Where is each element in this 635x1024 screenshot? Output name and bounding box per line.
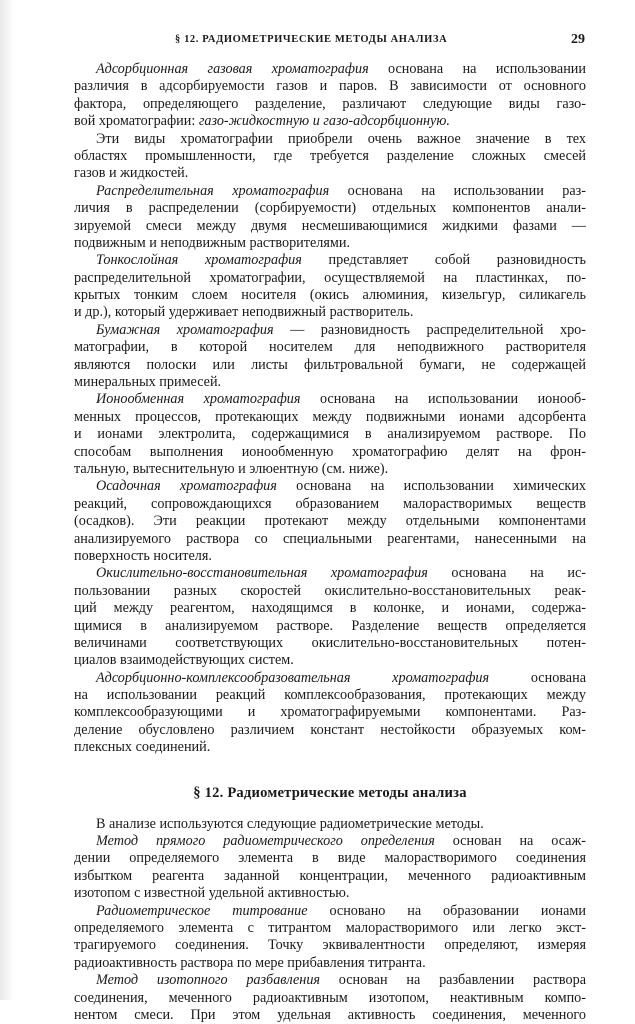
text-run: крытых тонким слоем носителя (окись алюминия, кизельгур, силикагель bbox=[74, 287, 586, 304]
text-run: соединения, меченного радиоактивным изотопом, неактивным компо- bbox=[74, 989, 586, 1006]
section_paragraphs-paragraph bbox=[74, 816, 586, 833]
text-run: и др.), который удерживает неподвижный растворитель. bbox=[74, 304, 414, 321]
text-line bbox=[74, 183, 586, 200]
text-line bbox=[74, 652, 586, 669]
page-spine-shadow bbox=[0, 0, 14, 1000]
text-run: личия в распределении (сорбируемости) отдельных компонентов анали- bbox=[74, 200, 586, 217]
text-run: изотопом с известной удельной активностью. bbox=[74, 885, 350, 902]
text-run: — разновидность распределительной хро- bbox=[273, 321, 586, 338]
text-run: вой хроматографии: bbox=[74, 113, 199, 130]
text-line bbox=[74, 61, 586, 78]
text-line bbox=[74, 478, 586, 495]
text-run: матографии, в которой носителем для неподвижного растворителя bbox=[74, 339, 586, 356]
paragraphs-paragraph bbox=[74, 183, 586, 253]
section_paragraphs-paragraph bbox=[74, 833, 586, 903]
text-line bbox=[74, 496, 586, 513]
italic-term: газо-жидкостную и газо-адсорбционную. bbox=[198, 113, 450, 130]
text-line bbox=[74, 322, 586, 339]
text-run: основана на использовании ионооб- bbox=[300, 391, 586, 408]
text-line bbox=[74, 990, 586, 1007]
paragraphs-paragraph bbox=[74, 670, 586, 757]
text-line bbox=[74, 165, 586, 182]
text-run: комплексообразующими и хроматографируемыми компонентами. Раз- bbox=[74, 704, 586, 721]
text-line bbox=[74, 833, 586, 850]
text-line bbox=[74, 148, 586, 165]
text-line bbox=[74, 885, 586, 902]
text-line bbox=[74, 513, 586, 530]
text-run: и ионами электролита, содержащимися в анализируемом растворе. По bbox=[74, 426, 586, 443]
text-run: минеральных примесей. bbox=[74, 374, 222, 391]
text-line bbox=[74, 850, 586, 867]
text-line bbox=[74, 426, 586, 443]
paragraphs-paragraph bbox=[74, 565, 586, 669]
text-run: зируемой смеси между двумя несмешивающимися жидкими фазами — bbox=[74, 217, 586, 234]
text-line bbox=[74, 722, 586, 739]
text-line bbox=[74, 444, 586, 461]
text-run: менных процессов, протекающих между подвижными ионами адсорбента bbox=[74, 408, 586, 425]
text-run: основан на разбавлении раствора bbox=[320, 972, 586, 989]
text-run: газов и жидкостей. bbox=[74, 165, 189, 182]
text-line bbox=[74, 583, 586, 600]
text-run: трагируемого соединения. Точку эквивалентности определяют, измеряя bbox=[74, 937, 586, 954]
section_paragraphs-paragraph bbox=[74, 972, 586, 1024]
text-run: Эти виды хроматографии приобрели очень важное значение в тех bbox=[96, 130, 586, 147]
text-run: нентом смеси. При этом удельная активность соединения, меченного bbox=[74, 1006, 586, 1023]
text-line bbox=[74, 304, 586, 321]
text-run: плексных соединений. bbox=[74, 739, 211, 756]
text-line bbox=[74, 78, 586, 95]
text-line bbox=[74, 113, 586, 130]
text-line bbox=[74, 374, 586, 391]
text-line bbox=[74, 531, 586, 548]
text-run: В анализе используются следующие радиометрические методы. bbox=[96, 815, 484, 832]
text-run: основана на ис- bbox=[427, 565, 586, 582]
text-line bbox=[74, 252, 586, 269]
text-run: основана на использовании bbox=[368, 61, 586, 77]
text-run: основано на образовании ионами bbox=[307, 902, 586, 919]
text-line bbox=[74, 565, 586, 582]
text-line bbox=[74, 357, 586, 374]
italic-term: Ионообменная хроматография bbox=[96, 391, 301, 408]
text-run: основан на осаж- bbox=[434, 833, 586, 850]
text-line bbox=[74, 868, 586, 885]
text-line bbox=[74, 600, 586, 617]
italic-term: Радиометрическое титрование bbox=[96, 902, 308, 919]
running-head: § 12. РАДИОМЕТРИЧЕСКИЕ МЕТОДЫ АНАЛИЗА bbox=[175, 34, 448, 45]
text-run: основана на использовании раз- bbox=[329, 182, 586, 199]
paragraphs-paragraph bbox=[74, 252, 586, 322]
italic-term: Бумажная хроматография bbox=[96, 321, 274, 338]
text-line bbox=[74, 96, 586, 113]
text-line bbox=[74, 200, 586, 217]
text-run: радиоактивность раствора по мере прибавления титранта. bbox=[74, 954, 426, 971]
text-line bbox=[74, 461, 586, 478]
text-line bbox=[74, 391, 586, 408]
paragraphs-paragraph bbox=[74, 322, 586, 392]
text-run: величинами соответствующих окислительно-восстановительных потен- bbox=[74, 634, 586, 651]
text-run: реакций, сопровождающихся образованием малорастворимых веществ bbox=[74, 495, 586, 512]
section_paragraphs-paragraph bbox=[74, 903, 586, 973]
italic-term: Тонкослойная хроматография bbox=[96, 252, 302, 269]
text-line bbox=[74, 339, 586, 356]
italic-term: Окислительно-восстановительная хроматография bbox=[96, 565, 428, 582]
text-run: основана на использовании химических bbox=[276, 478, 586, 495]
italic-term: Метод прямого радиометрического определения bbox=[96, 833, 435, 850]
text-line bbox=[74, 704, 586, 721]
text-line bbox=[74, 687, 586, 704]
page-number: 29 bbox=[571, 32, 585, 47]
italic-term: Распределительная хроматография bbox=[96, 182, 330, 199]
text-line bbox=[74, 218, 586, 235]
text-line bbox=[74, 920, 586, 937]
text-line bbox=[74, 1007, 586, 1024]
italic-term: Адсорбционная газовая хроматография bbox=[96, 61, 369, 77]
paragraphs-paragraph bbox=[74, 391, 586, 478]
italic-term: Осадочная хроматография bbox=[96, 478, 277, 495]
text-line bbox=[74, 618, 586, 635]
text-line bbox=[74, 235, 586, 252]
paragraphs-paragraph bbox=[74, 131, 586, 183]
text-line bbox=[74, 903, 586, 920]
text-run: определяемого элемента с титрантом малорастворимого или легко экст- bbox=[74, 919, 586, 936]
text-run: анализируемого раствора со специальными реагентами, нанесенными на bbox=[74, 530, 586, 547]
text-line bbox=[74, 739, 586, 756]
text-run: распределительной хроматографии, осуществляемой на пластинках, по- bbox=[74, 269, 586, 286]
text-run: областях промышленности, где требуется разделение сложных смесей bbox=[74, 147, 586, 164]
text-line bbox=[74, 548, 586, 565]
text-run: поверхность носителя. bbox=[74, 547, 212, 564]
text-run: способам выполнения ионообменную хроматографию делят на фрон- bbox=[74, 443, 586, 460]
text-line bbox=[74, 972, 586, 989]
text-run: циалов взаимодействующих систем. bbox=[74, 652, 294, 669]
text-run: пользовании разных скоростей окислительно-восстановительных реак- bbox=[74, 582, 586, 599]
text-run: являются полоски или листы фильтровальной бумаги, не содержащей bbox=[74, 356, 586, 373]
text-line bbox=[74, 816, 586, 833]
text-run: ций между реагентом, находящимся в колонке, и ионами, содержа- bbox=[74, 600, 586, 617]
italic-term: Метод изотопного разбавления bbox=[96, 972, 321, 989]
paragraphs-paragraph bbox=[74, 478, 586, 565]
text-run: щимися в анализируемом растворе. Разделение веществ определяется bbox=[74, 617, 586, 634]
text-run: на использовании реакций комплексообразования, протекающих между bbox=[74, 687, 586, 704]
text-line bbox=[74, 409, 586, 426]
text-run: (осадков). Эти реакции протекают между отдельными компонентами bbox=[74, 513, 586, 530]
page-header bbox=[75, 32, 585, 50]
text-run: деление обусловлено различием констант нестойкости образуемых ком- bbox=[74, 721, 586, 738]
text-run: дении определяемого элемента в виде малорастворимого соединения bbox=[74, 850, 586, 867]
paragraphs-paragraph bbox=[74, 61, 586, 131]
text-run: тальную, вытеснительную и элюентную (см. ниже). bbox=[74, 460, 389, 477]
text-run: избытком реагента заданной концентрации, меченного радиоактивным bbox=[74, 867, 586, 884]
text-run: подвижным и неподвижным растворителями. bbox=[74, 234, 350, 251]
text-line bbox=[74, 270, 586, 287]
text-line bbox=[74, 955, 586, 972]
text-run: различия в адсорбируемости газов и паров. В зависимости от основного bbox=[74, 78, 586, 95]
text-line bbox=[74, 131, 586, 148]
section-heading: § 12. Радиометрические методы анализа bbox=[193, 784, 467, 801]
text-line bbox=[74, 287, 586, 304]
text-line bbox=[74, 635, 586, 652]
text-run: представляет собой разновидность bbox=[301, 252, 587, 269]
page-body bbox=[74, 61, 586, 1024]
italic-term: Адсорбционно-комплексообразовательная хроматография bbox=[96, 669, 490, 686]
text-line bbox=[74, 670, 586, 687]
text-line bbox=[74, 937, 586, 954]
text-run: фактора, определяющего разделение, различают следующие виды газо- bbox=[74, 95, 586, 112]
text-run: основана bbox=[489, 669, 586, 686]
